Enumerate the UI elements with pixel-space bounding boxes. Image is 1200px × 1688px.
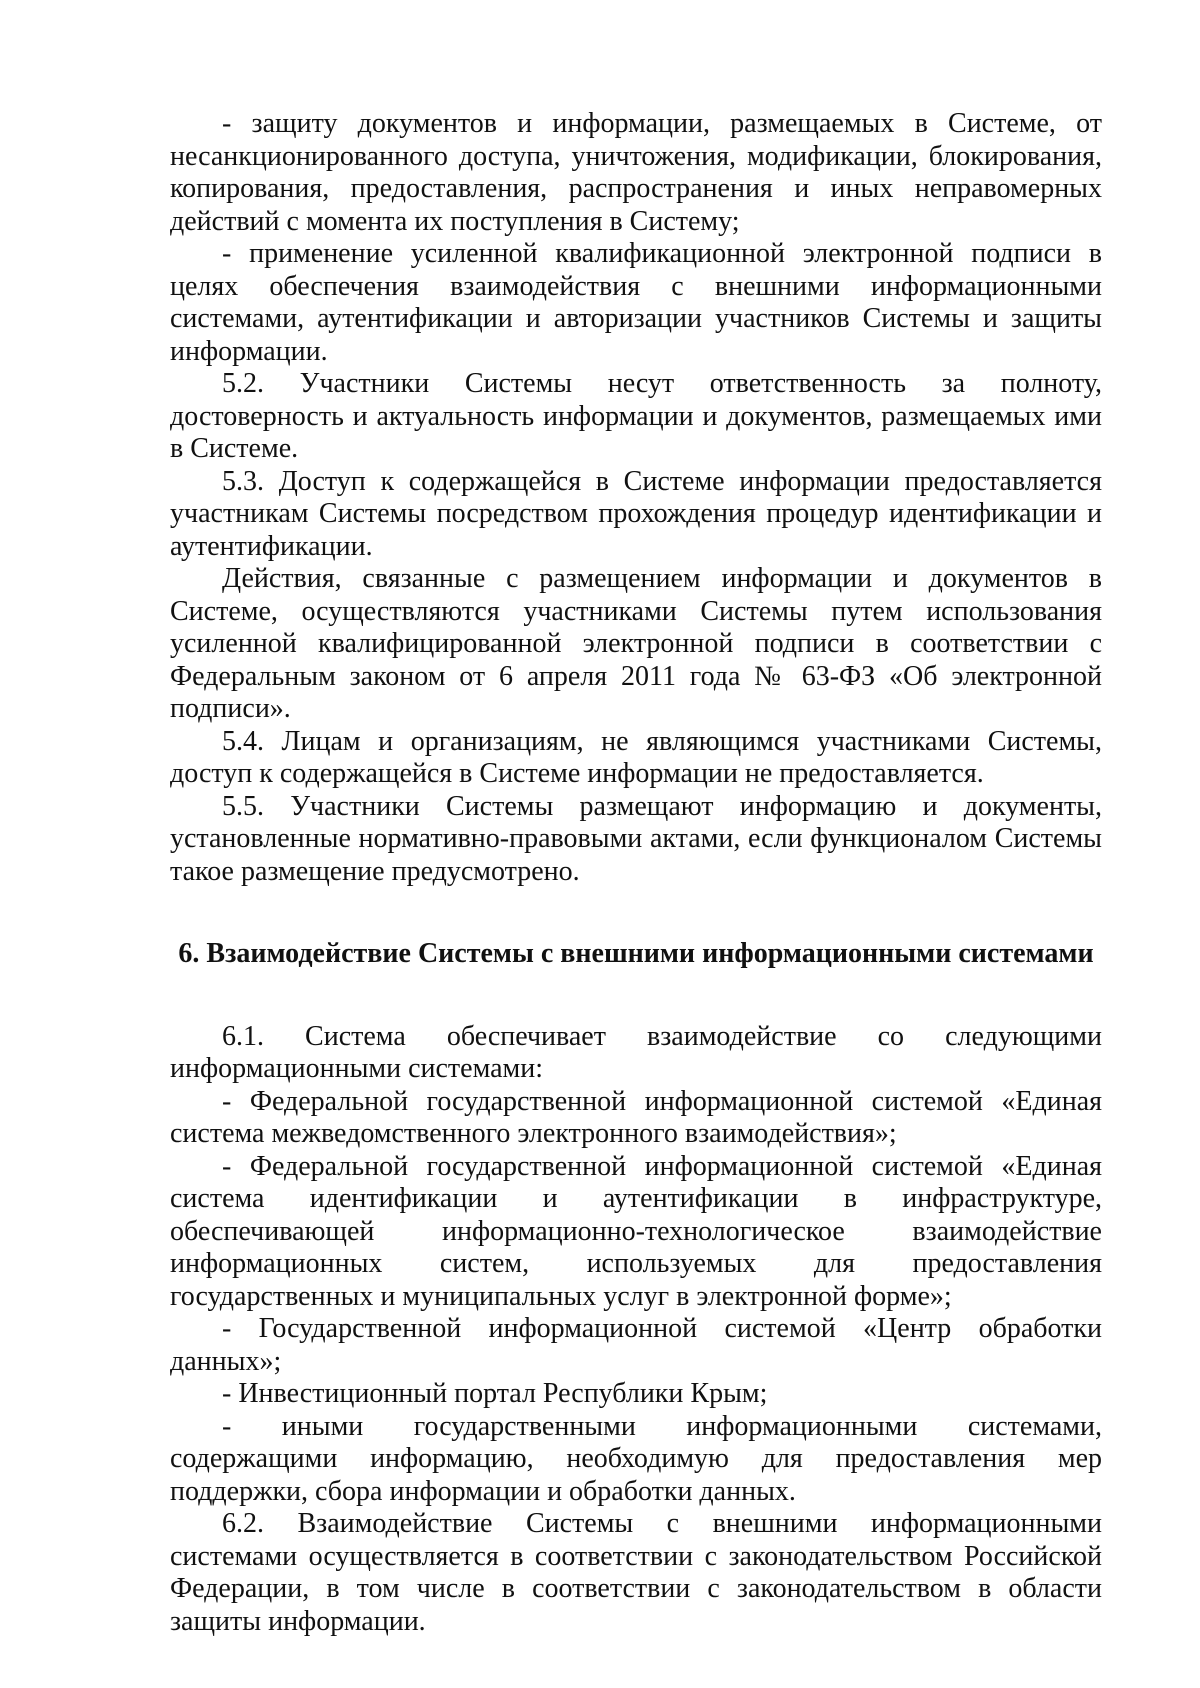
paragraph-5-2: 5.2. Участники Системы несут ответственность за полноту, достоверность и актуальность информации и документов, размещаемых ими в Системе. — [170, 368, 1102, 464]
list-item-data-center: - Государственной информационной системой «Центр обработки данных»; — [170, 1313, 1102, 1377]
list-item-smev: - Федеральной государственной информационной системой «Единая система межведомственного электронного взаимодействия»; — [170, 1085, 1102, 1149]
list-item-investment-portal: - Инвестиционный портал Республики Крым; — [222, 1378, 768, 1409]
paragraph-6-2: 6.2. Взаимодействие Системы с внешними информационными системами осуществляется в соответствии с законодательством Российской Федерации, в том числе в соответствии с законодательством в области защиты информации. — [170, 1508, 1102, 1637]
paragraph-5-3: 5.3. Доступ к содержащейся в Системе информации предоставляется участникам Системы посредством прохождения процедур идентификации и аутентификации. — [170, 465, 1102, 562]
paragraph-5-4: 5.4. Лицам и организациям, не являющимся участниками Системы, доступ к содержащейся в Системе информации не предоставляется. — [170, 725, 1102, 789]
paragraph-6-1: 6.1. Система обеспечивает взаимодействие со следующими информационными системами: — [170, 1020, 1102, 1084]
paragraph-actions: Действия, связанные с размещением информации и документов в Системе, осуществляются участниками Системы путем использования усиленной квалифицированной электронной подписи в соответствии с Федеральным законом от 6 апреля 2011 года № 63-ФЗ «Об электронной подписи». — [170, 563, 1102, 724]
section-heading: 6. Взаимодействие Системы с внешними информационными системами — [178, 938, 1094, 969]
list-item-other-systems: - иными государственными информационными системами, содержащими информацию, необходимую для предоставления мер поддержки, сбора информации и обработки данных. — [170, 1410, 1102, 1507]
list-item-esia: - Федеральной государственной информационной системой «Единая система идентификации и аутентификации в инфраструктуре, обеспечивающей информационно-технологическое взаимодействие информационных систем, используемых для предоставления государственных и муниципальных услуг в электронной форме»; — [170, 1150, 1102, 1312]
paragraph-protection: - защиту документов и информации, размещаемых в Системе, от несанкционированного доступа, уничтожения, модификации, блокирования, копирования, предоставления, распространения и иных неправомерных действий с момента их поступления в Систему; — [170, 108, 1102, 237]
document-page — [170, 108, 1102, 1638]
paragraph-signature: - применение усиленной квалификационной электронной подписи в целях обеспечения взаимодействия с внешними информационными системами, аутентификации и авторизации участников Системы и защиты информации. — [170, 238, 1102, 367]
paragraph-5-5: 5.5. Участники Системы размещают информацию и документы, установленные нормативно-правовыми актами, если функционалом Системы такое размещение предусмотрено. — [170, 790, 1102, 887]
